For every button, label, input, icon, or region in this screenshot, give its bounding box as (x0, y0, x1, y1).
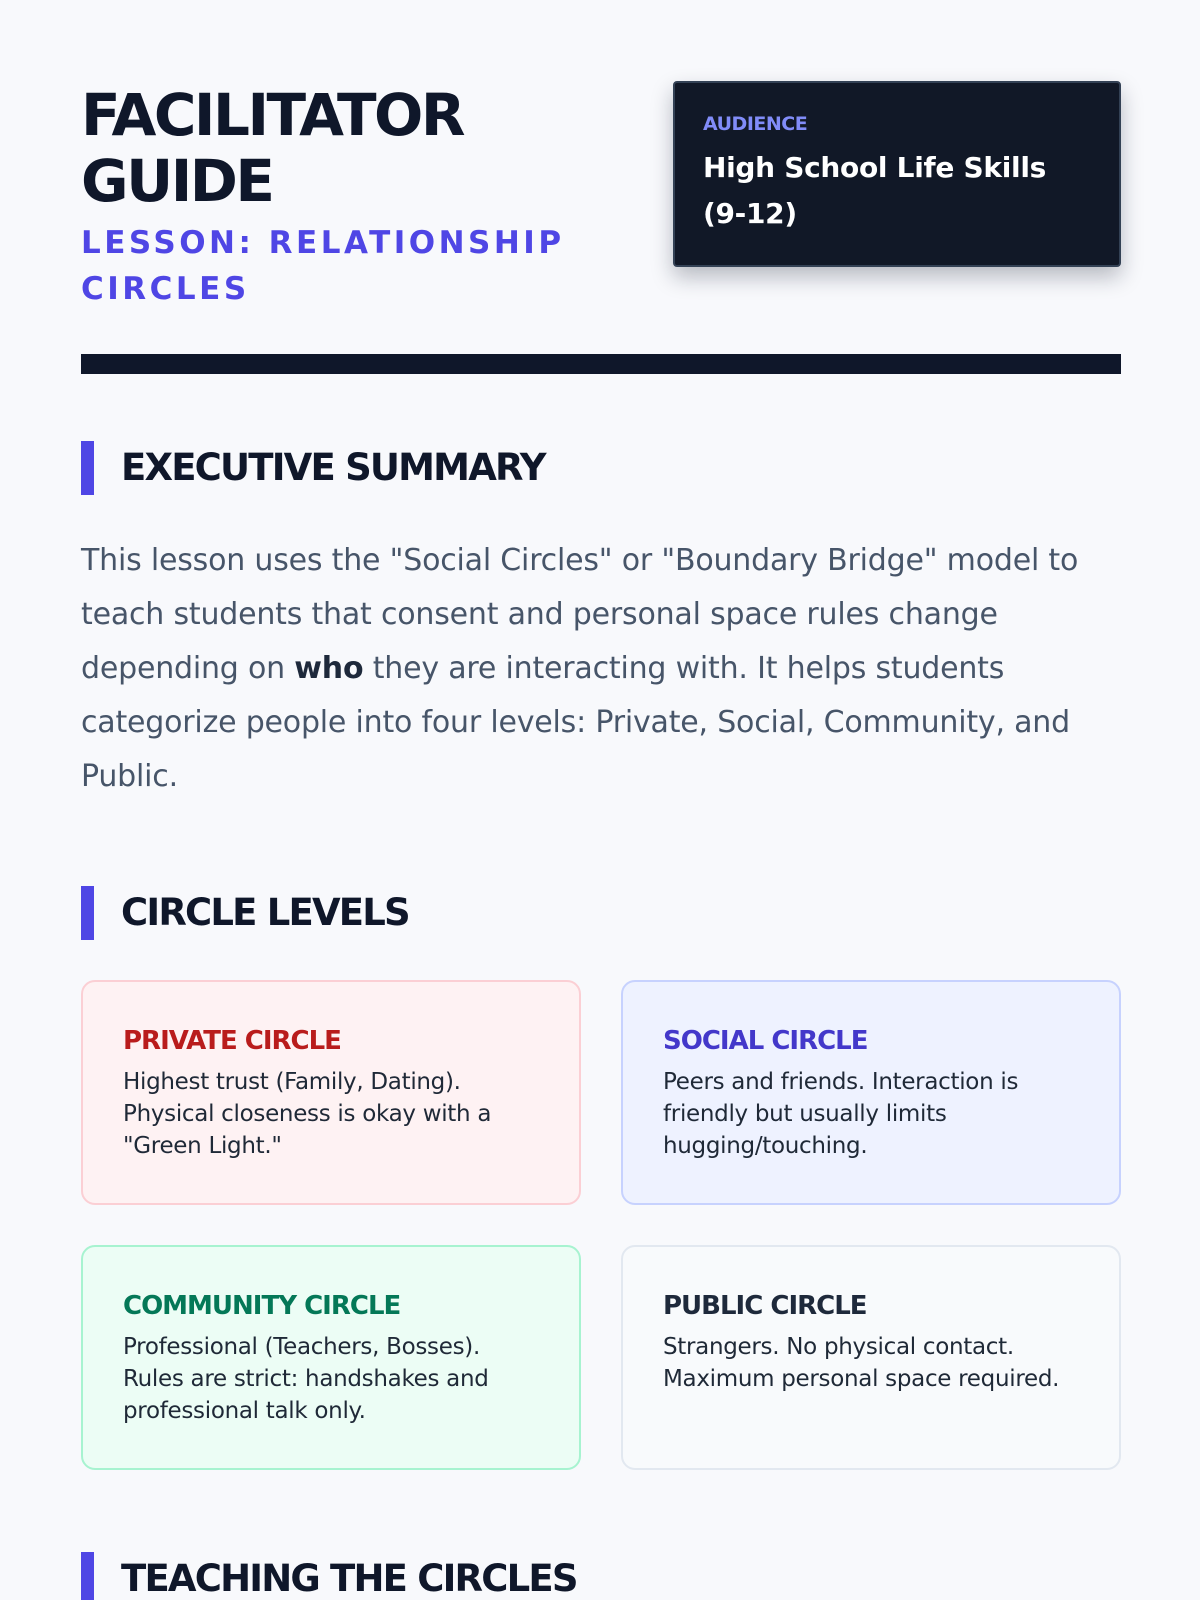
card-title: PUBLIC CIRCLE (663, 1291, 867, 1321)
page-title: FACILITATOR GUIDE (81, 81, 464, 215)
social-circle-card (621, 980, 1121, 1205)
summary-text-part2: they are interacting with. It helps students categorize people into four levels: Private, Social, Community, and Public. (81, 651, 1070, 794)
section-accent-bar (81, 1552, 94, 1600)
section-title-teaching: TEACHING THE CIRCLES (121, 1557, 577, 1600)
audience-box (673, 81, 1121, 267)
summary-text-part1: This lesson uses the "Social Circles" or "Boundary Bridge" model to teach students that consent and personal space rules change depending on (81, 543, 1079, 686)
section-title-summary: EXECUTIVE SUMMARY (121, 446, 545, 489)
community-circle-card (81, 1245, 581, 1470)
section-accent-bar (81, 441, 94, 495)
audience-label: AUDIENCE (703, 113, 808, 135)
private-circle-card (81, 980, 581, 1205)
section-header-levels (81, 886, 1121, 940)
executive-summary-text (81, 534, 1121, 804)
audience-value: High School Life Skills (9-12) (703, 151, 1046, 230)
card-title: PRIVATE CIRCLE (123, 1026, 341, 1056)
section-header-teaching (81, 1552, 1121, 1600)
section-title-levels: CIRCLE LEVELS (121, 891, 409, 934)
guide-header (81, 82, 1121, 312)
card-description: Highest trust (Family, Dating). Physical closeness is okay with a "Green Light." (123, 1069, 492, 1159)
lesson-subtitle: LESSON: RELATIONSHIP CIRCLES (81, 225, 565, 307)
card-description: Strangers. No physical contact. Maximum personal space required. (663, 1334, 1060, 1392)
card-description: Professional (Teachers, Bosses). Rules are strict: handshakes and professional talk only. (123, 1334, 489, 1424)
section-header-summary (81, 441, 1121, 495)
card-title: SOCIAL CIRCLE (663, 1026, 868, 1056)
section-accent-bar (81, 886, 94, 940)
card-title: COMMUNITY CIRCLE (123, 1291, 401, 1321)
summary-emphasis: who (294, 651, 364, 686)
card-description: Peers and friends. Interaction is friendly but usually limits hugging/touching. (663, 1069, 1019, 1159)
header-divider (81, 354, 1121, 374)
public-circle-card (621, 1245, 1121, 1470)
